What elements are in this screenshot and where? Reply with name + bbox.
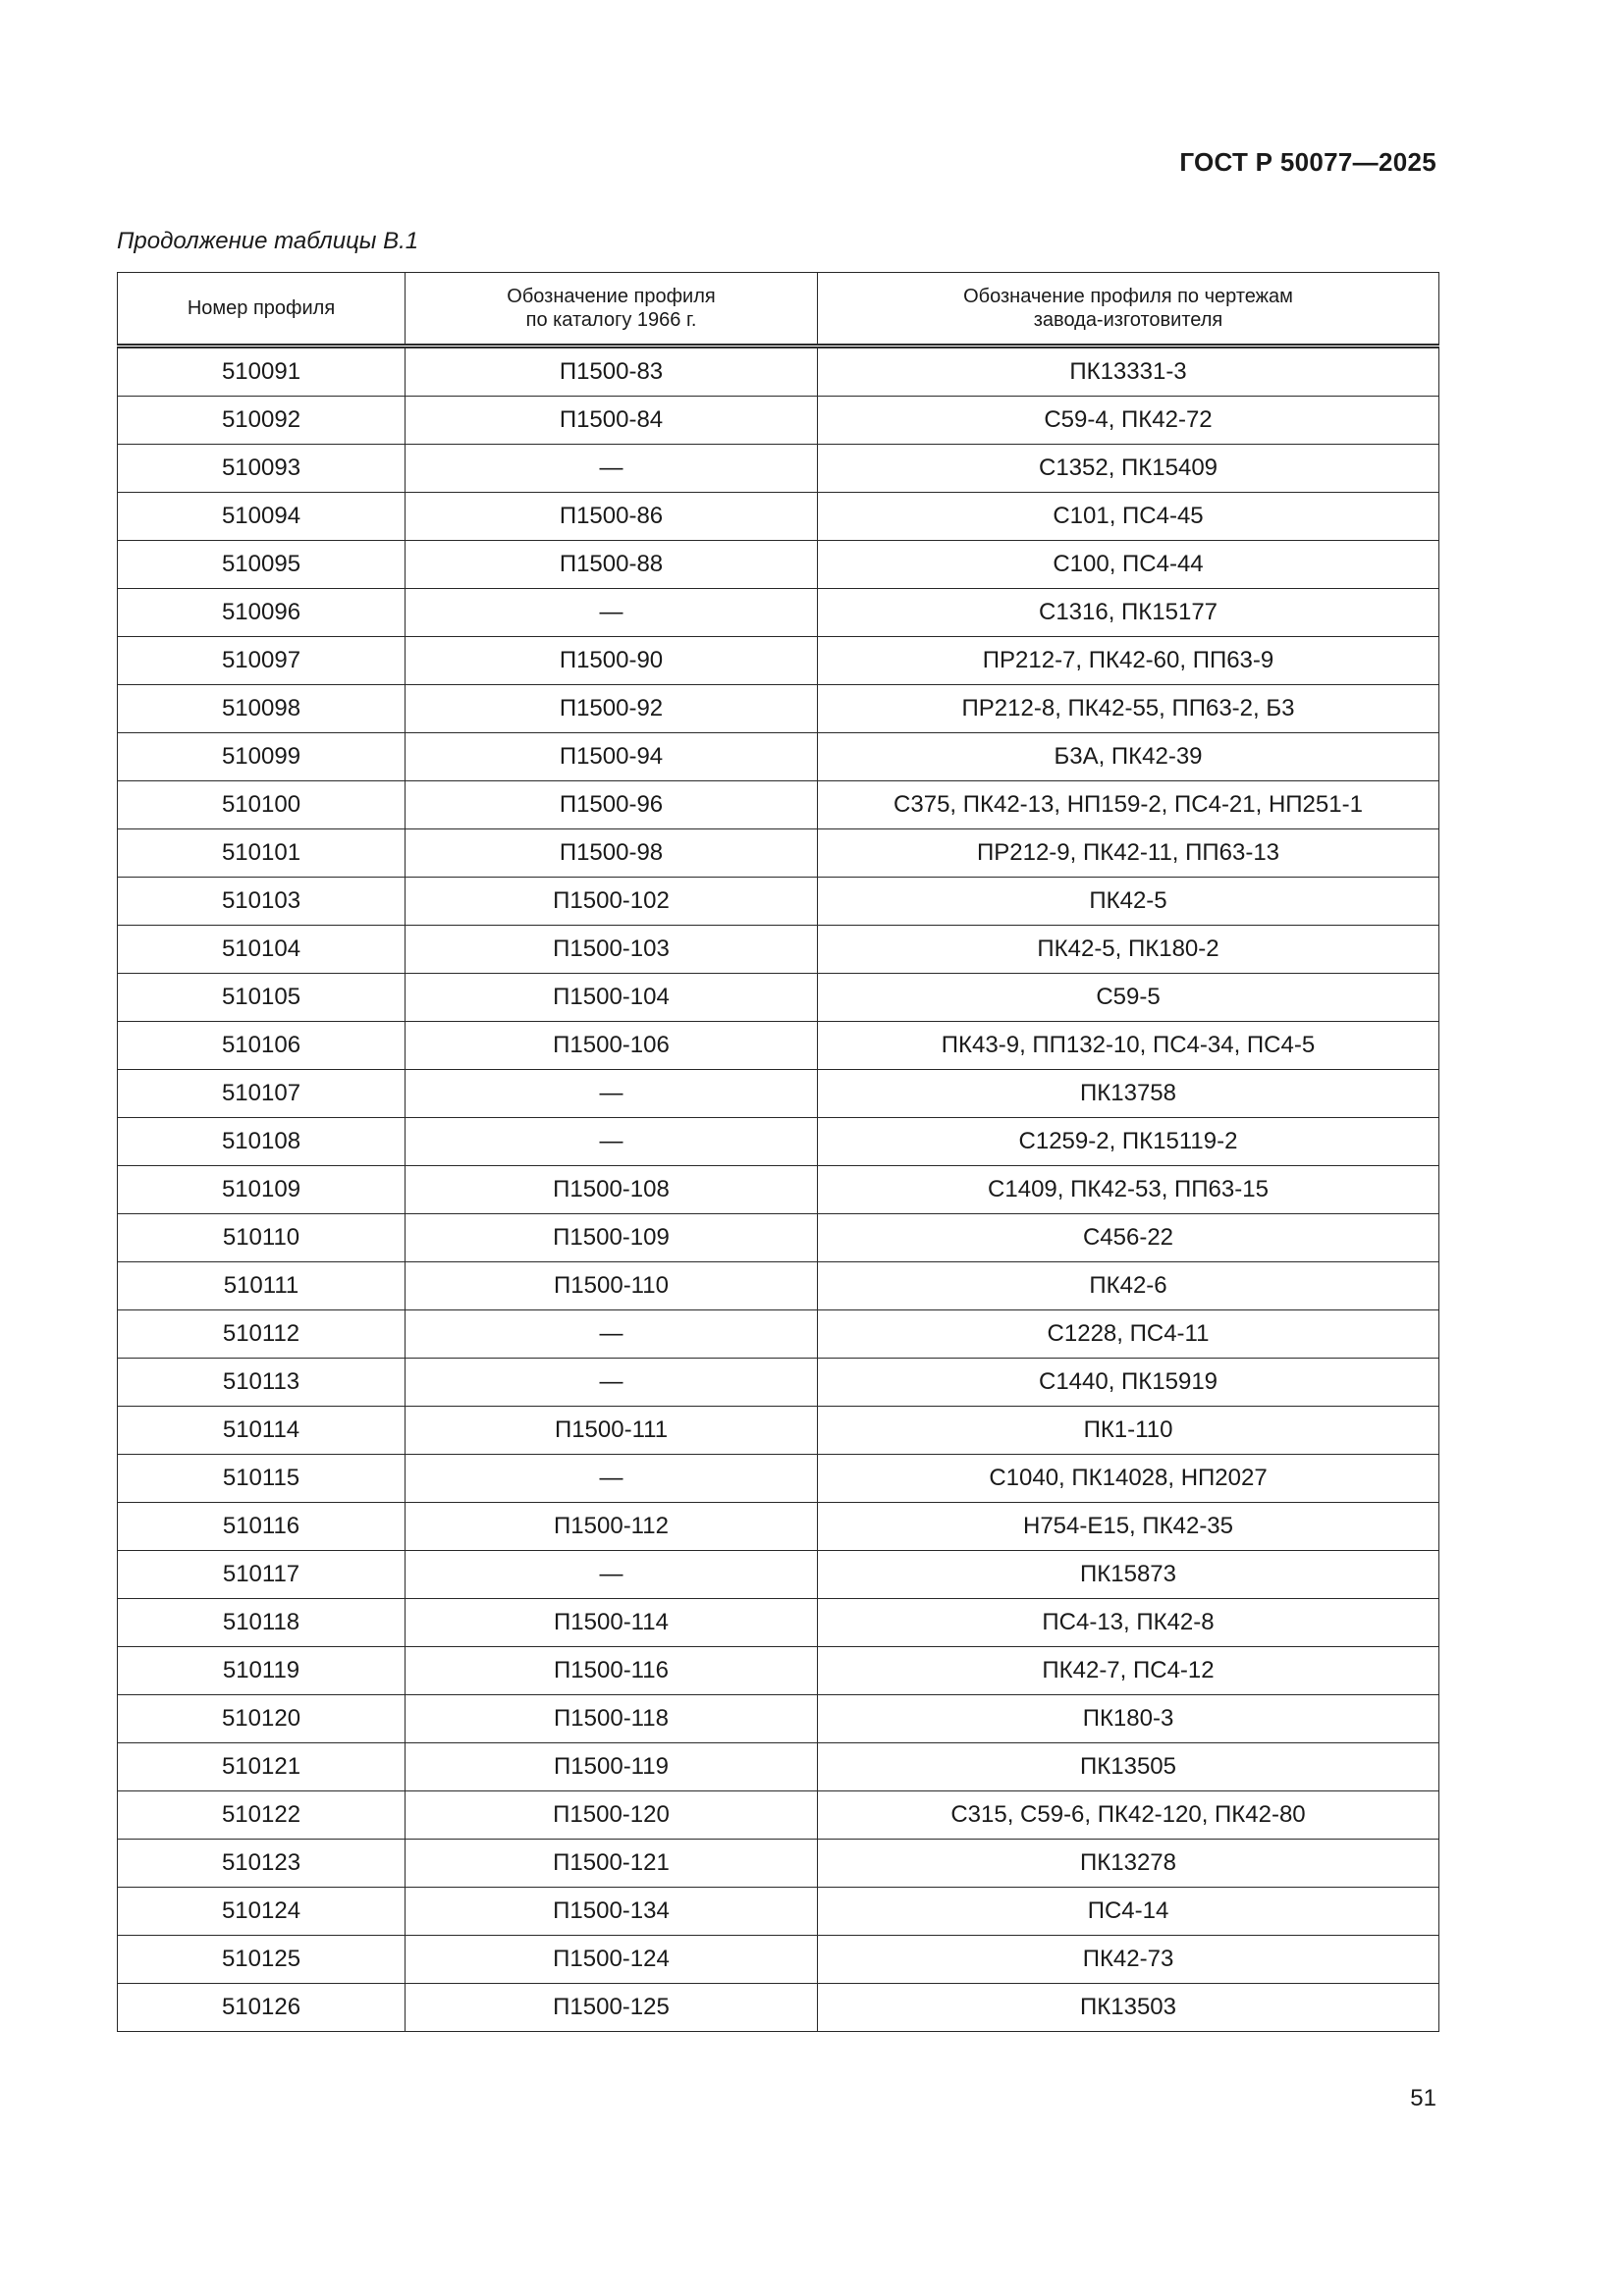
cell-profile-number: 510108 [118, 1118, 406, 1166]
table-row [118, 1984, 1439, 2032]
cell-factory-designation: ПК180-3 [818, 1695, 1439, 1743]
cell-catalog-designation: П1500-134 [406, 1888, 818, 1936]
table-row [118, 1840, 1439, 1888]
cell-factory-designation: С375, ПК42-13, НП159-2, ПС4-21, НП251-1 [818, 781, 1439, 829]
cell-profile-number: 510115 [118, 1455, 406, 1503]
table-row [118, 347, 1439, 397]
cell-catalog-designation: — [406, 1551, 818, 1599]
header-factory-designation: Обозначение профиля по чертежам завода-изготовителя [818, 273, 1439, 347]
cell-factory-designation: ПК13503 [818, 1984, 1439, 2032]
profiles-table [117, 272, 1439, 2032]
cell-profile-number: 510117 [118, 1551, 406, 1599]
cell-profile-number: 510107 [118, 1070, 406, 1118]
cell-catalog-designation: П1500-106 [406, 1022, 818, 1070]
cell-profile-number: 510125 [118, 1936, 406, 1984]
cell-factory-designation: ПК13758 [818, 1070, 1439, 1118]
header-row [118, 273, 1439, 347]
cell-factory-designation: С59-4, ПК42-72 [818, 397, 1439, 445]
cell-catalog-designation: П1500-119 [406, 1743, 818, 1791]
cell-factory-designation: ПС4-13, ПК42-8 [818, 1599, 1439, 1647]
cell-factory-designation: ПК42-73 [818, 1936, 1439, 1984]
cell-profile-number: 510124 [118, 1888, 406, 1936]
table-row [118, 637, 1439, 685]
cell-factory-designation: ПК42-5 [818, 878, 1439, 926]
cell-profile-number: 510121 [118, 1743, 406, 1791]
table-row [118, 1166, 1439, 1214]
table-header [118, 273, 1439, 347]
table-row [118, 589, 1439, 637]
table-row [118, 974, 1439, 1022]
cell-factory-designation: С101, ПС4-45 [818, 493, 1439, 541]
table-row [118, 1791, 1439, 1840]
cell-catalog-designation: П1500-83 [406, 347, 818, 397]
cell-profile-number: 510100 [118, 781, 406, 829]
cell-catalog-designation: П1500-94 [406, 733, 818, 781]
cell-catalog-designation: П1500-111 [406, 1407, 818, 1455]
cell-factory-designation: ПК15873 [818, 1551, 1439, 1599]
cell-factory-designation: С100, ПС4-44 [818, 541, 1439, 589]
cell-factory-designation: ПК43-9, ПП132-10, ПС4-34, ПС4-5 [818, 1022, 1439, 1070]
cell-catalog-designation: П1500-109 [406, 1214, 818, 1262]
cell-factory-designation: ПК13331-3 [818, 347, 1439, 397]
cell-profile-number: 510105 [118, 974, 406, 1022]
table-row [118, 1455, 1439, 1503]
cell-catalog-designation: — [406, 1070, 818, 1118]
cell-profile-number: 510095 [118, 541, 406, 589]
table-row [118, 1070, 1439, 1118]
table-caption: Продолжение таблицы В.1 [117, 228, 419, 254]
cell-factory-designation: С1316, ПК15177 [818, 589, 1439, 637]
cell-factory-designation: С59-5 [818, 974, 1439, 1022]
cell-catalog-designation: П1500-86 [406, 493, 818, 541]
cell-catalog-designation: — [406, 1359, 818, 1407]
cell-profile-number: 510120 [118, 1695, 406, 1743]
cell-catalog-designation: П1500-92 [406, 685, 818, 733]
cell-profile-number: 510106 [118, 1022, 406, 1070]
table-row [118, 926, 1439, 974]
cell-profile-number: 510116 [118, 1503, 406, 1551]
cell-catalog-designation: — [406, 1118, 818, 1166]
cell-factory-designation: С1440, ПК15919 [818, 1359, 1439, 1407]
cell-catalog-designation: П1500-120 [406, 1791, 818, 1840]
table-body [118, 347, 1439, 2032]
cell-profile-number: 510113 [118, 1359, 406, 1407]
cell-factory-designation: ПР212-7, ПК42-60, ПП63-9 [818, 637, 1439, 685]
cell-profile-number: 510118 [118, 1599, 406, 1647]
cell-catalog-designation: П1500-88 [406, 541, 818, 589]
cell-profile-number: 510101 [118, 829, 406, 878]
cell-factory-designation: С1409, ПК42-53, ПП63-15 [818, 1166, 1439, 1214]
cell-factory-designation: С315, С59-6, ПК42-120, ПК42-80 [818, 1791, 1439, 1840]
cell-catalog-designation: П1500-116 [406, 1647, 818, 1695]
table-row [118, 493, 1439, 541]
cell-catalog-designation: П1500-103 [406, 926, 818, 974]
cell-profile-number: 510112 [118, 1310, 406, 1359]
cell-factory-designation: С1352, ПК15409 [818, 445, 1439, 493]
cell-catalog-designation: П1500-114 [406, 1599, 818, 1647]
table-row [118, 685, 1439, 733]
table-row [118, 1551, 1439, 1599]
cell-catalog-designation: П1500-98 [406, 829, 818, 878]
table-row [118, 397, 1439, 445]
cell-factory-designation: ПК1-110 [818, 1407, 1439, 1455]
cell-profile-number: 510091 [118, 347, 406, 397]
cell-factory-designation: ПК13505 [818, 1743, 1439, 1791]
table-row [118, 541, 1439, 589]
cell-profile-number: 510119 [118, 1647, 406, 1695]
cell-factory-designation: ПК42-6 [818, 1262, 1439, 1310]
table-row [118, 1743, 1439, 1791]
cell-factory-designation: ПР212-9, ПК42-11, ПП63-13 [818, 829, 1439, 878]
cell-catalog-designation: П1500-84 [406, 397, 818, 445]
cell-profile-number: 510114 [118, 1407, 406, 1455]
cell-profile-number: 510109 [118, 1166, 406, 1214]
table-row [118, 1936, 1439, 1984]
table-row [118, 733, 1439, 781]
cell-catalog-designation: П1500-125 [406, 1984, 818, 2032]
cell-profile-number: 510097 [118, 637, 406, 685]
cell-profile-number: 510110 [118, 1214, 406, 1262]
cell-catalog-designation: П1500-96 [406, 781, 818, 829]
cell-profile-number: 510122 [118, 1791, 406, 1840]
header-catalog-designation: Обозначение профиля по каталогу 1966 г. [406, 273, 818, 347]
cell-profile-number: 510098 [118, 685, 406, 733]
cell-factory-designation: ПК13278 [818, 1840, 1439, 1888]
cell-factory-designation: ПР212-8, ПК42-55, ПП63-2, Б3 [818, 685, 1439, 733]
cell-factory-designation: Б3А, ПК42-39 [818, 733, 1439, 781]
cell-factory-designation: ПС4-14 [818, 1888, 1439, 1936]
cell-catalog-designation: П1500-121 [406, 1840, 818, 1888]
cell-profile-number: 510126 [118, 1984, 406, 2032]
cell-profile-number: 510111 [118, 1262, 406, 1310]
table-row [118, 1599, 1439, 1647]
cell-catalog-designation: — [406, 1455, 818, 1503]
table-row [118, 781, 1439, 829]
cell-profile-number: 510094 [118, 493, 406, 541]
table-row [118, 1118, 1439, 1166]
cell-profile-number: 510104 [118, 926, 406, 974]
cell-profile-number: 510123 [118, 1840, 406, 1888]
table-row [118, 1214, 1439, 1262]
cell-catalog-designation: П1500-124 [406, 1936, 818, 1984]
cell-factory-designation: ПК42-7, ПС4-12 [818, 1647, 1439, 1695]
table-row [118, 1262, 1439, 1310]
cell-factory-designation: С1228, ПС4-11 [818, 1310, 1439, 1359]
table-row [118, 1888, 1439, 1936]
cell-catalog-designation: — [406, 445, 818, 493]
table-row [118, 878, 1439, 926]
table-row [118, 1359, 1439, 1407]
cell-profile-number: 510103 [118, 878, 406, 926]
page-number: 51 [1410, 2085, 1436, 2111]
cell-profile-number: 510096 [118, 589, 406, 637]
cell-factory-designation: С1040, ПК14028, НП2027 [818, 1455, 1439, 1503]
table-row [118, 1022, 1439, 1070]
table-row [118, 1407, 1439, 1455]
cell-profile-number: 510093 [118, 445, 406, 493]
cell-profile-number: 510099 [118, 733, 406, 781]
cell-factory-designation: С456-22 [818, 1214, 1439, 1262]
cell-catalog-designation: П1500-112 [406, 1503, 818, 1551]
table-row [118, 829, 1439, 878]
cell-factory-designation: Н754-Е15, ПК42-35 [818, 1503, 1439, 1551]
cell-catalog-designation: П1500-90 [406, 637, 818, 685]
table-row [118, 1647, 1439, 1695]
cell-catalog-designation: П1500-108 [406, 1166, 818, 1214]
cell-factory-designation: ПК42-5, ПК180-2 [818, 926, 1439, 974]
table-row [118, 1695, 1439, 1743]
cell-catalog-designation: — [406, 589, 818, 637]
cell-catalog-designation: — [406, 1310, 818, 1359]
table-row [118, 1310, 1439, 1359]
cell-catalog-designation: П1500-118 [406, 1695, 818, 1743]
document-code: ГОСТ Р 50077—2025 [1179, 147, 1436, 177]
cell-catalog-designation: П1500-104 [406, 974, 818, 1022]
table-row [118, 445, 1439, 493]
table-row [118, 1503, 1439, 1551]
cell-profile-number: 510092 [118, 397, 406, 445]
header-profile-number: Номер профиля [118, 273, 406, 347]
cell-catalog-designation: П1500-110 [406, 1262, 818, 1310]
cell-catalog-designation: П1500-102 [406, 878, 818, 926]
cell-factory-designation: С1259-2, ПК15119-2 [818, 1118, 1439, 1166]
